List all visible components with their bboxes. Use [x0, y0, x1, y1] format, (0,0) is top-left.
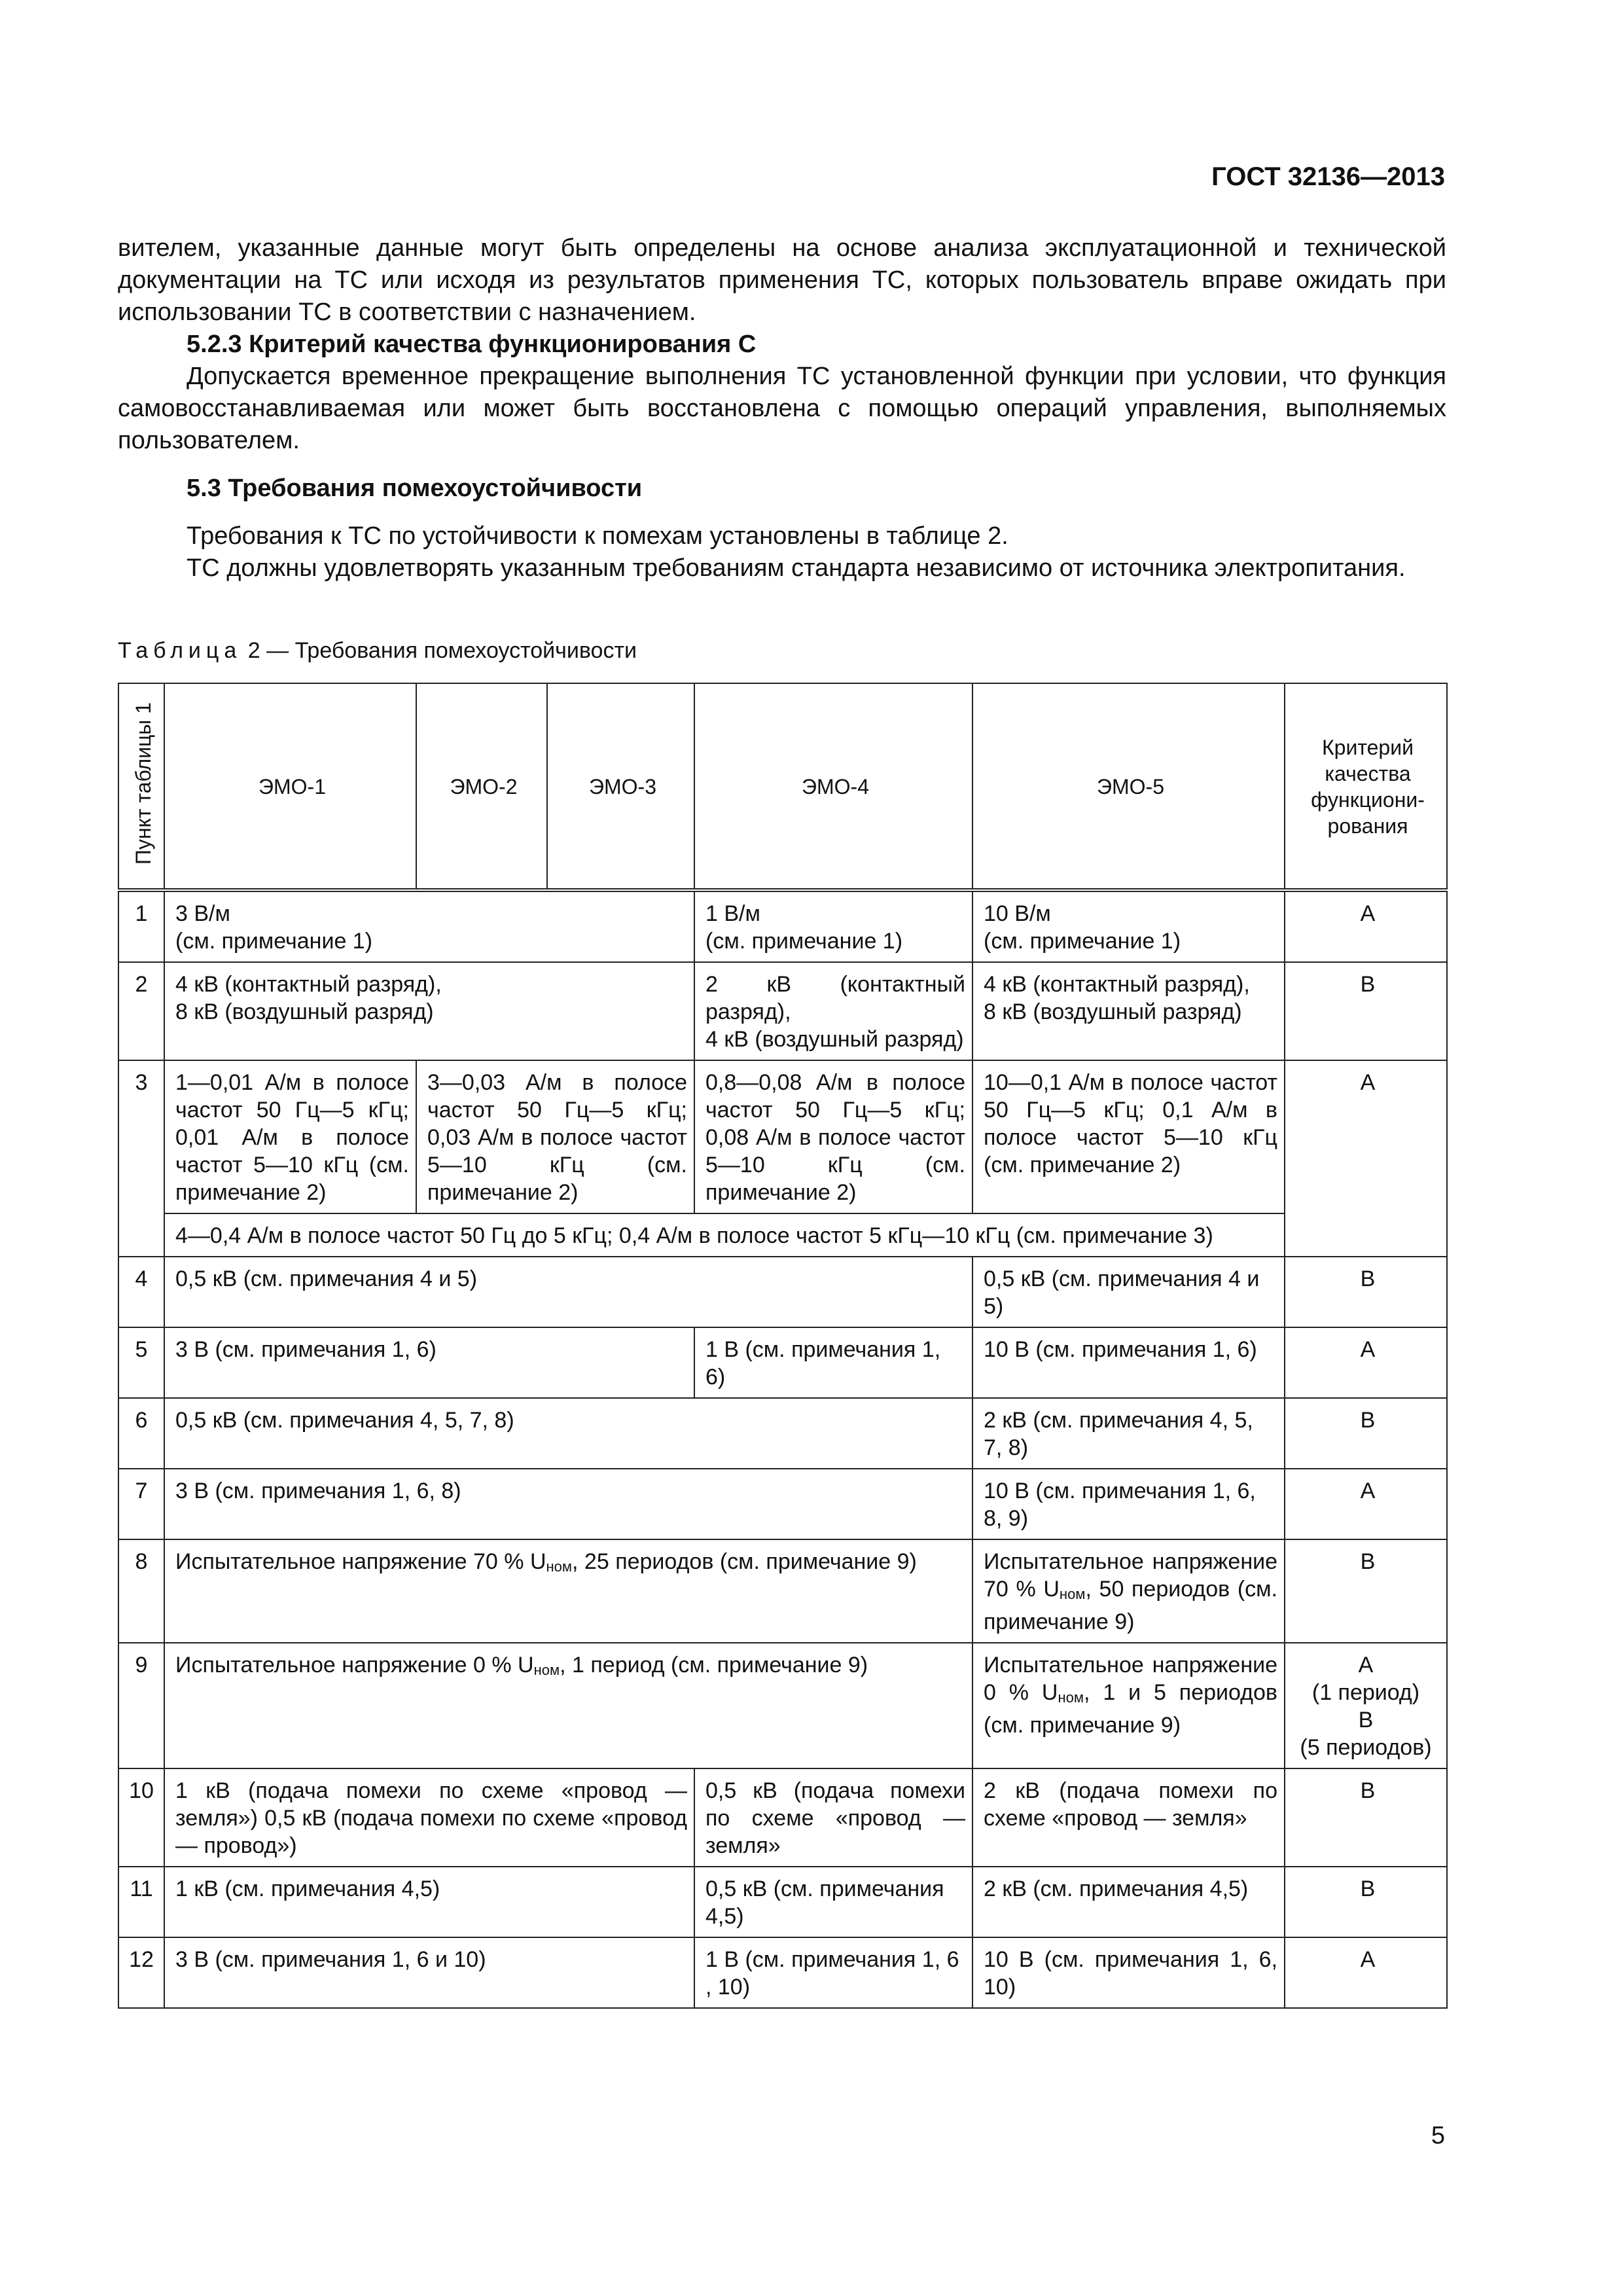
cell-criterion: В [1285, 1257, 1447, 1327]
table-row [118, 1768, 1447, 1867]
cell-criterion: А [1285, 1060, 1447, 1257]
cell-criterion: В [1285, 1398, 1447, 1469]
cell-emo-5: 10 В (см. примечания 1, 6) [972, 1327, 1285, 1398]
header-item: Пункт таблицы 1 [118, 683, 164, 890]
cell-emo-1-4 [164, 1539, 972, 1643]
cell-criterion: В [1285, 1768, 1447, 1867]
table-2 [118, 683, 1448, 2009]
cell-text-b: , 1 и 5 периодов (см. примечание 9) [984, 1680, 1277, 1738]
header-emo-3: ЭМО-3 [547, 683, 694, 890]
paragraph-criterion-c: Допускается временное прекращение выполнения ТС установленной функции при условии, что функция самовосстанавливаемая или может быть восстановлена с помощью операций управления, выполняемых пользователем. [118, 363, 1446, 454]
cell-emo-5: 2 кВ (см. примечания 4, 5, 7, 8) [972, 1398, 1285, 1469]
cell-text-a: Испытательное напряжение 0 % U [984, 1653, 1277, 1705]
cell-emo-1-4: 0,5 кВ (см. примечания 4 и 5) [164, 1257, 972, 1327]
header-emo-4: ЭМО-4 [694, 683, 972, 890]
cell-criterion: В [1285, 1539, 1447, 1643]
cell-emo-4: 0,5 кВ (подача помехи по схеме «провод — земля» [694, 1768, 972, 1867]
cell-emo-5: 4 кВ (контактный разряд), 8 кВ (воздушный разряд) [972, 962, 1285, 1060]
header-emo-1: ЭМО-1 [164, 683, 416, 890]
cell-criterion: В [1285, 1867, 1447, 1937]
row-number: 9 [118, 1643, 164, 1768]
cell-emo-5: 0,5 кВ (см. примечания 4 и 5) [972, 1257, 1285, 1327]
row-number: 11 [118, 1867, 164, 1937]
cell-emo-4: 1 В/м (см. примечание 1) [694, 890, 972, 962]
table-row [118, 1867, 1447, 1937]
cell-emo-1-3: 3 В/м (см. примечание 1) [164, 890, 694, 962]
unom-subscript: ном [533, 1662, 560, 1678]
document-id: ГОСТ 32136—2013 [1211, 162, 1445, 191]
cell-emo-1-4: 0,5 кВ (см. примечания 4, 5, 7, 8) [164, 1398, 972, 1469]
cell-criterion: А [1285, 890, 1447, 962]
paragraph-requirements: Требования к ТС по устойчивости к помехам установлены в таблице 2. [187, 522, 1008, 550]
unom-subscript: ном [546, 1558, 573, 1575]
header-emo-5: ЭМО-5 [972, 683, 1285, 890]
table-row [118, 1060, 1447, 1213]
cell-emo-1-4: 3 В (см. примечания 1, 6, 8) [164, 1469, 972, 1539]
table-caption-title: 2 — Требования помехоустойчивости [247, 638, 637, 663]
row-number: 7 [118, 1469, 164, 1539]
cell-emo-1-3: 1 кВ (см. примечания 4,5) [164, 1867, 694, 1937]
cell-criterion: А [1285, 1469, 1447, 1539]
cell-emo-5: 10 В (см. примечания 1, 6, 8, 9) [972, 1469, 1285, 1539]
table-row [118, 1643, 1447, 1768]
cell-criterion: А (1 период) В (5 периодов) [1285, 1643, 1447, 1768]
table-row [118, 1213, 1447, 1257]
paragraph-compliance: ТС должны удовлетворять указанным требованиям стандарта независимо от источника электропитания. [187, 554, 1406, 582]
cell-criterion: А [1285, 1937, 1447, 2008]
unom-subscript: ном [1059, 1586, 1086, 1602]
paragraph-continuation: вителем, указанные данные могут быть определены на основе анализа эксплуатационной и технической документации на ТС или исходя из результатов применения ТС, которых пользователь вправе ожидать при использовании ТС в соответствии с назначением. [118, 234, 1446, 326]
cell-emo-1-3: 4 кВ (контактный разряд), 8 кВ (воздушный разряд) [164, 962, 694, 1060]
row-number: 3 [118, 1060, 164, 1257]
cell-emo-5 [972, 1539, 1285, 1643]
cell-text-b: , 50 периодов (см. примечание 9) [984, 1577, 1277, 1634]
table-row [118, 1469, 1447, 1539]
cell-text-a: Испытательное напряжение 70 % U [984, 1549, 1277, 1602]
cell-emo-4: 0,5 кВ (см. примечания 4,5) [694, 1867, 972, 1937]
cell-emo-1-3: 1 кВ (подача помехи по схеме «провод — земля») 0,5 кВ (подача помехи по схеме «провод — провод») [164, 1768, 694, 1867]
row-number: 8 [118, 1539, 164, 1643]
cell-emo-5 [972, 1643, 1285, 1768]
cell-text-a: Испытательное напряжение 70 % U [175, 1549, 546, 1574]
unom-subscript: ном [1058, 1689, 1084, 1706]
table-caption [118, 638, 637, 664]
row-number: 5 [118, 1327, 164, 1398]
cell-text-b: , 1 период (см. примечание 9) [560, 1653, 868, 1677]
row-number: 2 [118, 962, 164, 1060]
cell-emo-4: 2 кВ (контактный разряд), 4 кВ (воздушный разряд) [694, 962, 972, 1060]
cell-emo-5: 2 кВ (см. примечания 4,5) [972, 1867, 1285, 1937]
page-number: 5 [1431, 2122, 1445, 2149]
table-row [118, 1398, 1447, 1469]
cell-emo-1: 1—0,01 А/м в полосе частот 50 Гц—5 кГц; 0,01 А/м в полосе частот 5—10 кГц (см. примечание 2) [164, 1060, 416, 1213]
cell-emo-1-4 [164, 1643, 972, 1768]
section-heading-5-3: 5.3 Требования помехоустойчивости [187, 475, 643, 502]
header-criterion: Критерий качества функциони-рования [1285, 683, 1447, 890]
table-caption-word: Таблица [118, 638, 242, 663]
table-row [118, 1539, 1447, 1643]
cell-emo-all: 4—0,4 А/м в полосе частот 50 Гц до 5 кГц; 0,4 А/м в полосе частот 5 кГц—10 кГц (см. примечание 3) [164, 1213, 1285, 1257]
row-number: 1 [118, 890, 164, 962]
cell-emo-1-3: 3 В (см. примечания 1, 6 и 10) [164, 1937, 694, 2008]
cell-emo-5: 10 В (см. примечания 1, 6, 10) [972, 1937, 1285, 2008]
table-row [118, 1327, 1447, 1398]
cell-emo-4: 0,8—0,08 А/м в полосе частот 50 Гц—5 кГц; 0,08 А/м в полосе частот 5—10 кГц (см. примечание 2) [694, 1060, 972, 1213]
cell-text-a: Испытательное напряжение 0 % U [175, 1653, 534, 1677]
table-row [118, 890, 1447, 962]
cell-emo-5: 10—0,1 А/м в полосе частот 50 Гц—5 кГц; 0,1 А/м в полосе частот 5—10 кГц (см. примечание 2) [972, 1060, 1285, 1213]
table-row [118, 1257, 1447, 1327]
cell-emo-4: 1 В (см. примечания 1, 6 , 10) [694, 1937, 972, 2008]
row-number: 12 [118, 1937, 164, 2008]
row-number: 10 [118, 1768, 164, 1867]
cell-emo-4: 1 В (см. примечания 1, 6) [694, 1327, 972, 1398]
header-emo-2: ЭМО-2 [416, 683, 547, 890]
cell-emo-5: 2 кВ (подача помехи по схеме «провод — земля» [972, 1768, 1285, 1867]
body-text [118, 232, 1446, 584]
cell-criterion: В [1285, 962, 1447, 1060]
row-number: 6 [118, 1398, 164, 1469]
table-row [118, 962, 1447, 1060]
cell-text-b: , 25 периодов (см. примечание 9) [572, 1549, 917, 1574]
cell-emo-5: 10 В/м (см. примечание 1) [972, 890, 1285, 962]
row-number: 4 [118, 1257, 164, 1327]
cell-emo-1-3: 3 В (см. примечания 1, 6) [164, 1327, 694, 1398]
cell-criterion: А [1285, 1327, 1447, 1398]
section-heading-5-2-3: 5.2.3 Критерий качества функционирования С [187, 331, 757, 358]
cell-emo-2-3: 3—0,03 А/м в полосе частот 50 Гц—5 кГц; 0,03 А/м в полосе частот 5—10 кГц (см. примечание 2) [416, 1060, 694, 1213]
table-header-row [118, 683, 1447, 890]
table-row [118, 1937, 1447, 2008]
